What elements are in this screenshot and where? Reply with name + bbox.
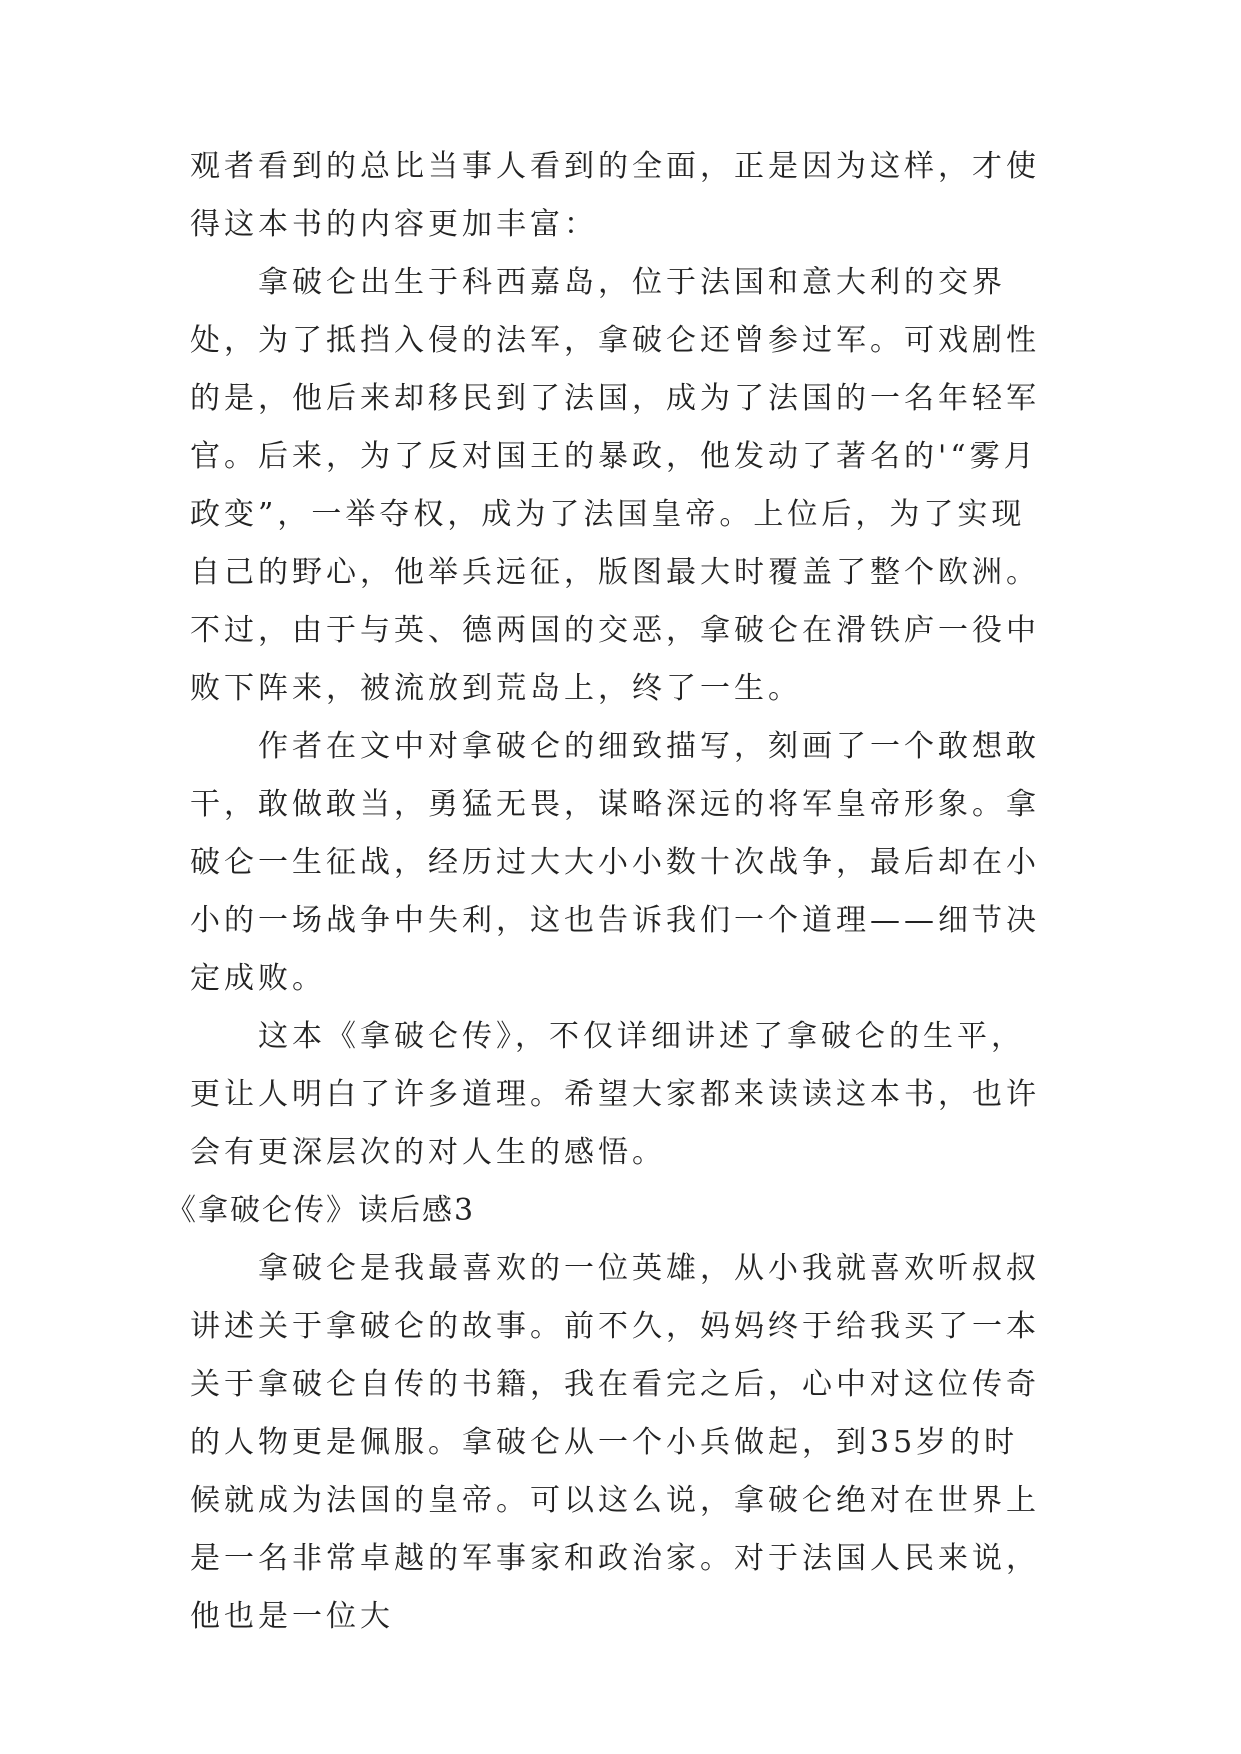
paragraph-book-recommendation: 这本《拿破仑传》，不仅详细讲述了拿破仑的生平，更让人明白了许多道理。希望大家都来读读这本书，也许会有更深层次的对人生的感悟。 xyxy=(190,1019,1040,1170)
paragraph-continuation: 观者看到的总比当事人看到的全面，正是因为这样，才使得这本书的内容更加丰富： xyxy=(190,149,1040,242)
paragraph-author-portrayal: 作者在文中对拿破仑的细致描写，刻画了一个敢想敢干，敢做敢当，勇猛无畏，谋略深远的将军皇帝形象。拿破仑一生征战，经历过大大小小数十次战争，最后却在小小的一场战争中失利，这也告诉我们一个道理——细节决定成败。 xyxy=(190,729,1040,996)
section-heading: 《拿破仑传》读后感3 xyxy=(166,1193,476,1228)
document-body xyxy=(166,138,1050,1646)
paragraph-napoleon-biography: 拿破仑出生于科西嘉岛，位于法国和意大利的交界处，为了抵挡入侵的法军，拿破仑还曾参过军。可戏剧性的是，他后来却移民到了法国，成为了法国的一名年轻军官。后来，为了反对国王的暴政，他发动了著名的'“雾月政变”，一举夺权，成为了法国皇帝。上位后，为了实现自己的野心，他举兵远征，版图最大时覆盖了整个欧洲。不过，由于与英、德两国的交恶，拿破仑在滑铁庐一役中败下阵来，被流放到荒岛上，终了一生。 xyxy=(190,265,1040,706)
paragraph-essay-3-intro: 拿破仑是我最喜欢的一位英雄，从小我就喜欢听叔叔讲述关于拿破仑的故事。前不久，妈妈终于给我买了一本关于拿破仑自传的书籍，我在看完之后，心中对这位传奇的人物更是佩服。拿破仑从一个小兵做起，到35岁的时候就成为法国的皇帝。可以这么说，拿破仑绝对在世界上是一名非常卓越的军事家和政治家。对于法国人民来说，他也是一位大 xyxy=(190,1251,1040,1634)
